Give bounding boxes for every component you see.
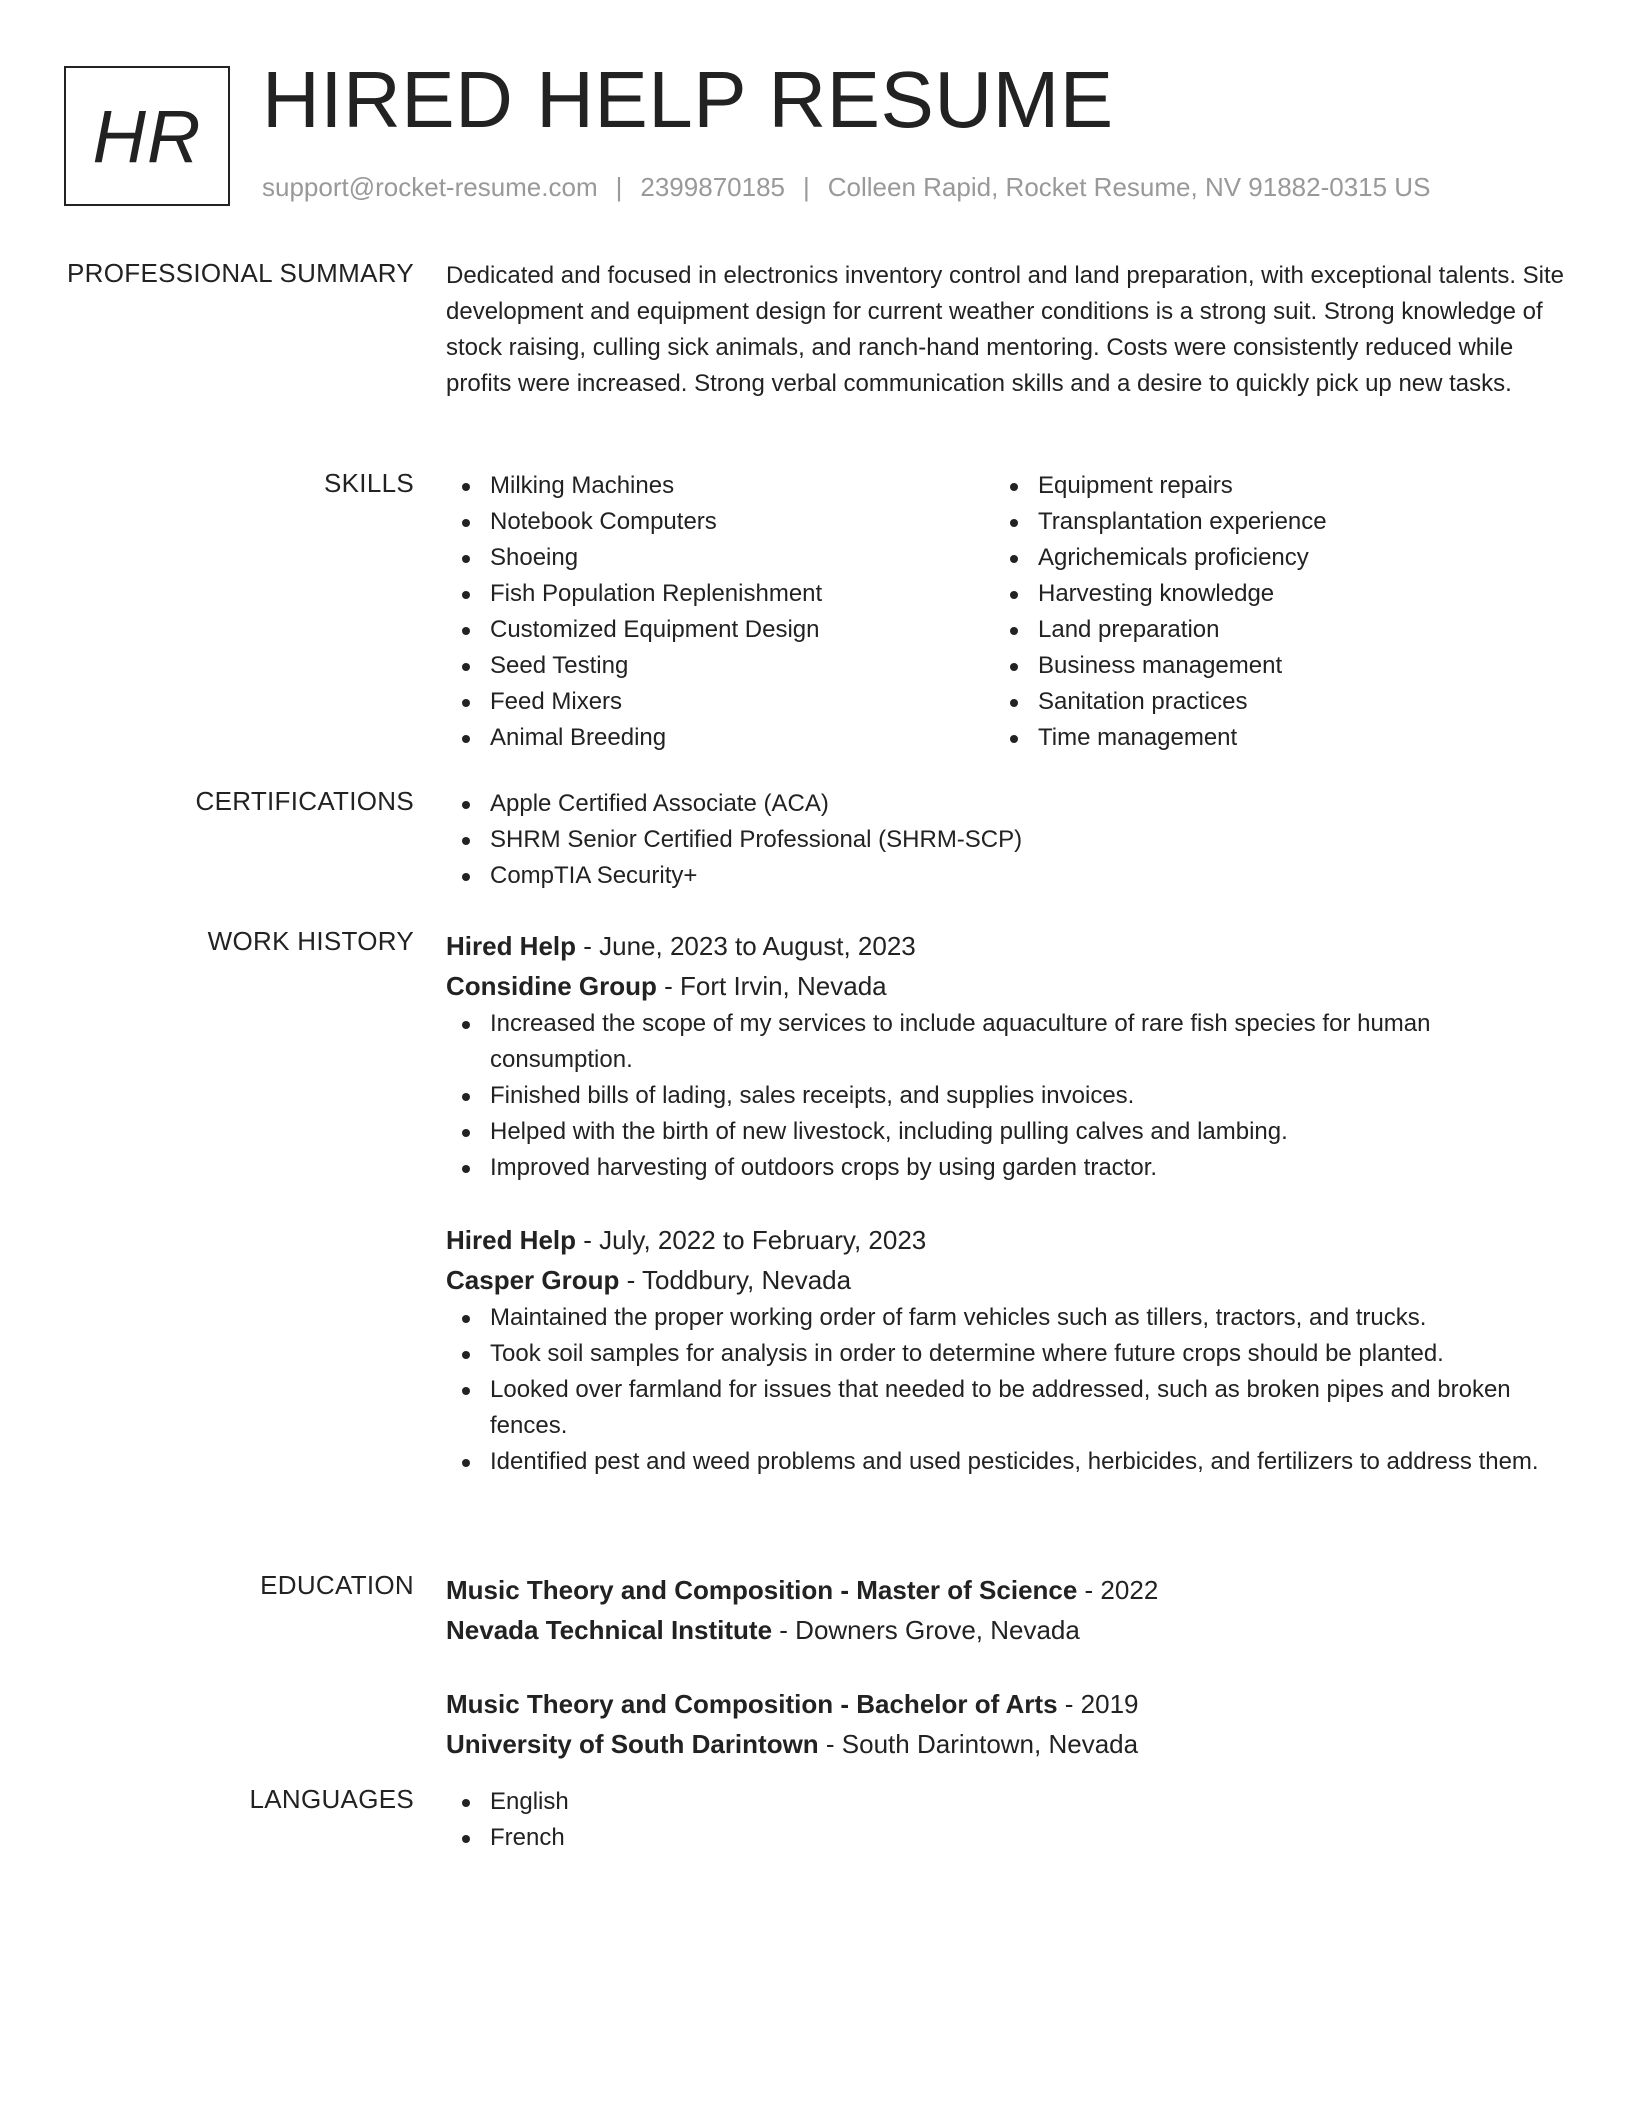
- summary-body: [446, 258, 1566, 402]
- contact-line: [262, 172, 1430, 203]
- education-degree-line: [446, 1570, 1566, 1610]
- skill-item: Feed Mixers: [446, 684, 994, 720]
- skill-item: Land preparation: [994, 612, 1542, 648]
- certification-item: Apple Certified Associate (ACA): [446, 786, 1566, 822]
- job-duty: Finished bills of lading, sales receipts, and supplies invoices.: [446, 1078, 1566, 1114]
- contact-phone[interactable]: 2399870185: [640, 172, 785, 202]
- contact-separator: |: [803, 172, 810, 202]
- work-body: [446, 926, 1566, 1514]
- work-title: WORK HISTORY: [207, 926, 414, 956]
- skill-item: Notebook Computers: [446, 504, 994, 540]
- job-location: - Toddbury, Nevada: [619, 1265, 852, 1295]
- language-item: French: [446, 1820, 1566, 1856]
- skill-item: Milking Machines: [446, 468, 994, 504]
- skill-item: Shoeing: [446, 540, 994, 576]
- job-duty: Looked over farmland for issues that needed to be addressed, such as broken pipes and broken fences.: [446, 1372, 1566, 1444]
- education-location: - South Darintown, Nevada: [818, 1729, 1139, 1759]
- skill-item: Equipment repairs: [994, 468, 1542, 504]
- skills-column-right: [994, 468, 1542, 756]
- languages-body: [446, 1784, 1566, 1856]
- job-duty: Maintained the proper working order of farm vehicles such as tillers, tractors, and trucks.: [446, 1300, 1566, 1336]
- job-duty: Took soil samples for analysis in order to determine where future crops should be planted.: [446, 1336, 1566, 1372]
- education-title: EDUCATION: [260, 1570, 414, 1600]
- education-entry: [446, 1684, 1566, 1764]
- education-degree: Music Theory and Composition - Master of Science: [446, 1575, 1078, 1605]
- job-duty: Improved harvesting of outdoors crops by using garden tractor.: [446, 1150, 1566, 1186]
- job-role: Hired Help: [446, 931, 577, 961]
- summary-title: PROFESSIONAL SUMMARY: [67, 258, 414, 288]
- languages-list: [446, 1784, 1566, 1856]
- education-location: - Downers Grove, Nevada: [772, 1615, 1080, 1645]
- job-role: Hired Help: [446, 1225, 577, 1255]
- summary-text: Dedicated and focused in electronics inventory control and land preparation, with exceptional talents. Site development and equipment design for current weather conditions is a strong suit. Strong knowledge of stock raising, culling sick animals, and ranch-hand mentoring. Costs were consistently reduced while profits were increased. Strong verbal communication skills and a desire to quickly pick up new tasks.: [446, 262, 1565, 397]
- languages-title: LANGUAGES: [249, 1784, 414, 1814]
- certifications-body: [446, 786, 1566, 894]
- job-dates: - June, 2023 to August, 2023: [576, 931, 916, 961]
- education-year: - 2022: [1077, 1575, 1159, 1605]
- skill-item: Fish Population Replenishment: [446, 576, 994, 612]
- education-degree: Music Theory and Composition - Bachelor of Arts: [446, 1689, 1058, 1719]
- monogram-logo: [64, 66, 230, 206]
- monogram-text: HR: [92, 94, 202, 178]
- education-school: University of South Darintown: [446, 1729, 819, 1759]
- job-role-line: [446, 1220, 1566, 1260]
- job-duties-list: [446, 1300, 1566, 1480]
- job-role-line: [446, 926, 1566, 966]
- skill-item: Time management: [994, 720, 1542, 756]
- contact-separator: |: [615, 172, 623, 202]
- resume-name: HIRED HELP RESUME: [262, 55, 1114, 144]
- job-duty: Helped with the birth of new livestock, including pulling calves and lambing.: [446, 1114, 1566, 1150]
- job-company-line: [446, 1260, 1566, 1300]
- skills-list-right: [994, 468, 1542, 756]
- skill-item: Animal Breeding: [446, 720, 994, 756]
- skill-item: Customized Equipment Design: [446, 612, 994, 648]
- job-company-line: [446, 966, 1566, 1006]
- education-school-line: [446, 1724, 1566, 1764]
- contact-email[interactable]: support@rocket-resume.com: [262, 172, 598, 202]
- education-body: [446, 1570, 1566, 1798]
- skills-body: [446, 468, 1566, 756]
- skill-item: Harvesting knowledge: [994, 576, 1542, 612]
- job-entry: [446, 926, 1566, 1186]
- skill-item: Transplantation experience: [994, 504, 1542, 540]
- job-dates: - July, 2022 to February, 2023: [576, 1225, 927, 1255]
- certification-item: SHRM Senior Certified Professional (SHRM-SCP): [446, 822, 1566, 858]
- skills-column-left: [446, 468, 994, 756]
- contact-address: Colleen Rapid, Rocket Resume, NV 91882-0315 US: [827, 172, 1431, 202]
- certification-item: CompTIA Security+: [446, 858, 1566, 894]
- skill-item: Seed Testing: [446, 648, 994, 684]
- job-location: - Fort Irvin, Nevada: [656, 971, 887, 1001]
- education-school-line: [446, 1610, 1566, 1650]
- job-company: Considine Group: [446, 971, 657, 1001]
- skill-item: Agrichemicals proficiency: [994, 540, 1542, 576]
- skill-item: Sanitation practices: [994, 684, 1542, 720]
- skills-title: SKILLS: [324, 468, 414, 498]
- education-year: - 2019: [1057, 1689, 1139, 1719]
- education-school: Nevada Technical Institute: [446, 1615, 773, 1645]
- job-entry: [446, 1220, 1566, 1480]
- skills-list-left: [446, 468, 994, 756]
- education-entry: [446, 1570, 1566, 1650]
- skill-item: Business management: [994, 648, 1542, 684]
- education-degree-line: [446, 1684, 1566, 1724]
- job-company: Casper Group: [446, 1265, 620, 1295]
- job-duty: Increased the scope of my services to include aquaculture of rare fish species for human consumption.: [446, 1006, 1566, 1078]
- certifications-list: [446, 786, 1566, 894]
- language-item: English: [446, 1784, 1566, 1820]
- certifications-title: CERTIFICATIONS: [195, 786, 414, 816]
- job-duties-list: [446, 1006, 1566, 1186]
- job-duty: Identified pest and weed problems and used pesticides, herbicides, and fertilizers to address them.: [446, 1444, 1566, 1480]
